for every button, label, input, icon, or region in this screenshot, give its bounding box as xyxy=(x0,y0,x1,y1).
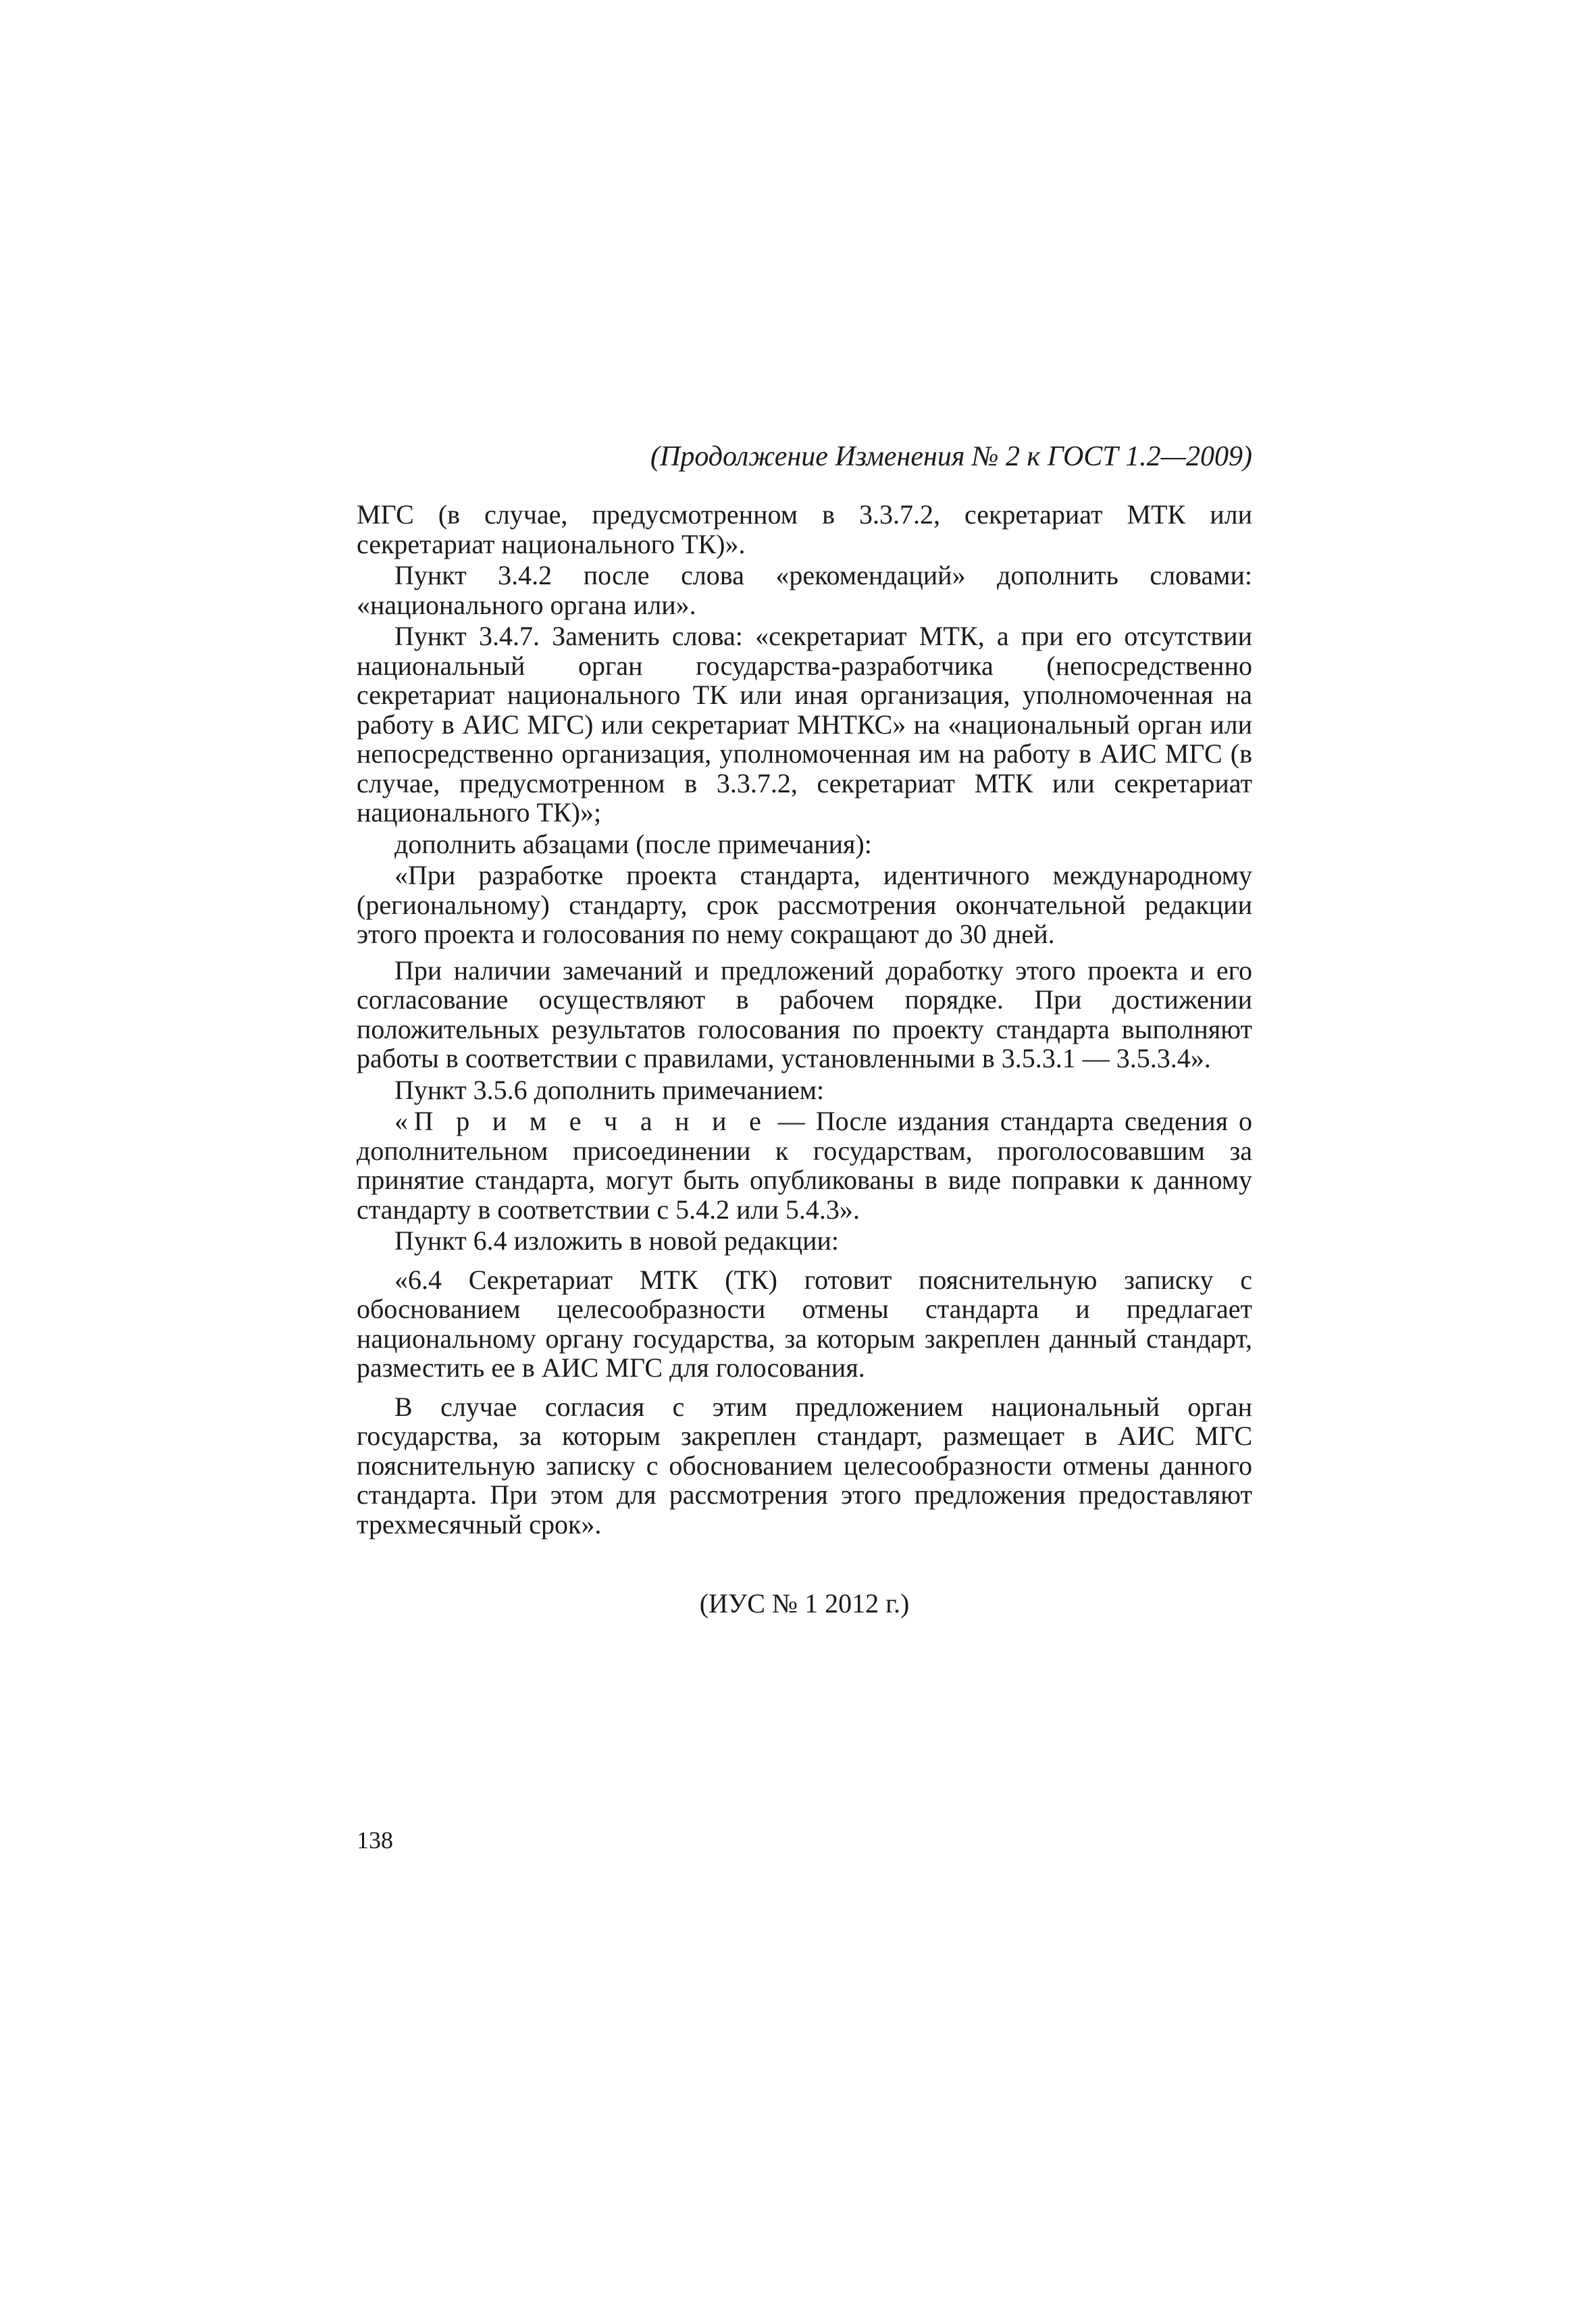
paragraph: Пункт 3.4.7. Заменить слова: «секретариат МТК, а при его отсутствии национальный орган государства-разработчика (непосредственно секретариат национального ТК или иная организация, уполномоченная на работу в АИС МГС) или секретариат МНТКС» на «национальный орган или непосредственно организация, уполномоченная им на работу в АИС МГС (в случае, предусмотренном в 3.3.7.2, секретариат МТК или секретариат национального ТК)»; xyxy=(357,621,1252,828)
paragraph: «6.4 Секретариат МТК (ТК) готовит пояснительную записку с обоснованием целесообразности отмены стандарта и предлагает национальному органу государства, за которым закреплен данный стандарт, разместить ее в АИС МГС для голосования. xyxy=(357,1264,1252,1383)
paragraph: «При разработке проекта стандарта, идентичного международному (региональному) стандарту, срок рассмотрения окончательной редакции этого проекта и голосования по нему сокращают до 30 дней. xyxy=(357,860,1252,949)
paragraph: Пункт 3.5.6 дополнить примечанием: xyxy=(394,1074,825,1105)
paragraph: В случае согласия с этим предложением национальный орган государства, за которым закреплен стандарт, размещает в АИС МГС пояснительную записку с обоснованием целесообразности отмены данного стандарта. При этом для рассмотрения этого предложения предоставляют трехмесячный срок». xyxy=(357,1391,1252,1540)
body-text xyxy=(357,500,1252,1539)
paragraph: Пункт 6.4 изложить в новой редакции: xyxy=(394,1225,840,1256)
page-number: 138 xyxy=(357,1827,393,1854)
paragraph: дополнить абзацами (после примечания): xyxy=(394,828,872,859)
running-header: (Продолжение Изменения № 2 к ГОСТ 1.2—2009) xyxy=(650,441,1252,472)
page-content xyxy=(357,439,1252,1620)
note-label: «П р и м е ч а н и е xyxy=(394,1106,767,1136)
source-reference: (ИУС № 1 2012 г.) xyxy=(699,1588,910,1619)
paragraph: Пункт 3.4.2 после слова «рекомендаций» дополнить словами: «национального органа или». xyxy=(357,560,1252,620)
paragraph: МГС (в случае, предусмотренном в 3.3.7.2, секретариат МТК или секретариат национального ТК)». xyxy=(357,499,1252,559)
paragraph: При наличии замечаний и предложений доработку этого проекта и его согласование осуществляют в рабочем порядке. При достижении положительных результатов голосования по проекту стандарта выполняют работы в соответствии с правилами, установленными в 3.5.3.1 — 3.5.3.4». xyxy=(357,955,1252,1073)
note-block xyxy=(357,1107,1252,1224)
note-text: — После издания стандарта сведения о дополнительном присоединении к государствам, проголосовавшим за принятие стандарта, могут быть опубликованы в виде поправки к данному стандарту в соответствии с 5.4.2 или 5.4.3». xyxy=(357,1106,1252,1225)
